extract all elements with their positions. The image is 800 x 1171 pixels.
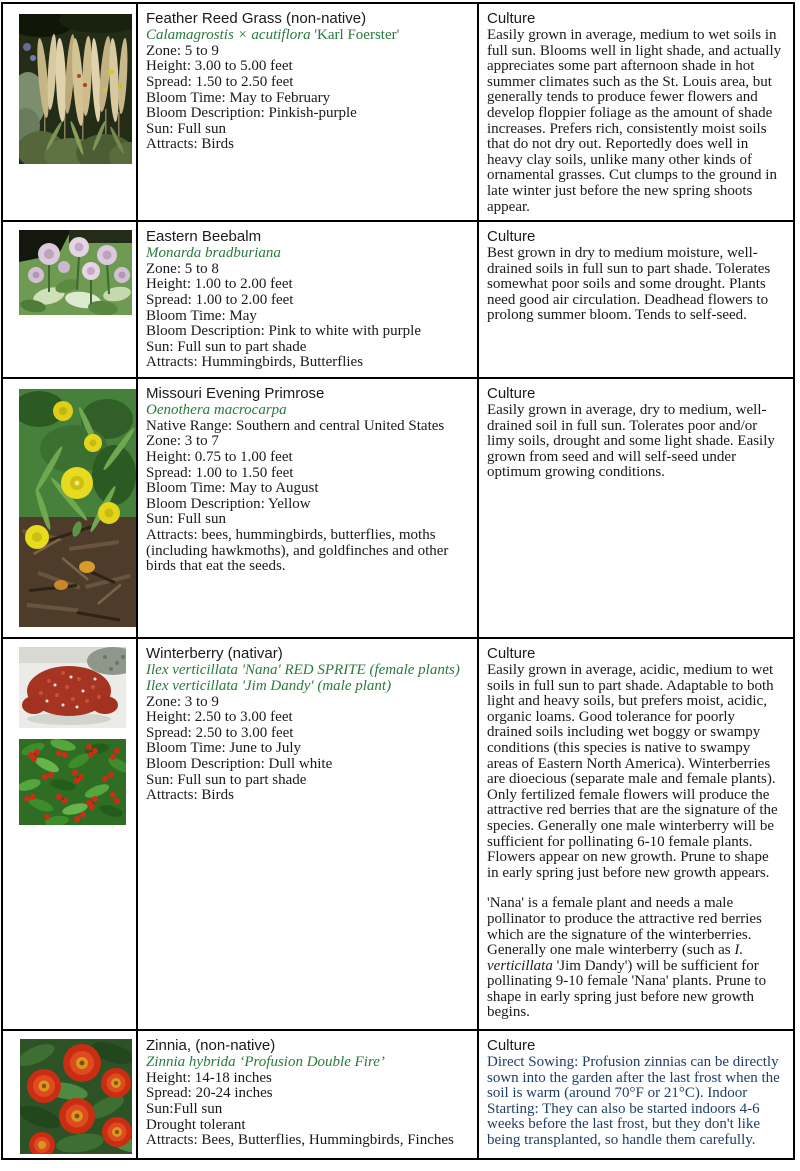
scientific-name: Calamagrostis × acutiflora 'Karl Foerster' bbox=[146, 27, 400, 43]
culture-heading: Culture bbox=[487, 385, 536, 402]
detail-list bbox=[146, 419, 465, 575]
detail-line: Bloom Time: May bbox=[146, 307, 257, 324]
culture-heading: Culture bbox=[487, 228, 536, 245]
culture-cell bbox=[479, 639, 793, 1029]
detail-line: Spread: 1.50 to 2.50 feet bbox=[146, 73, 294, 90]
winterberry-snow-photo bbox=[19, 647, 136, 728]
culture-paragraph: Easily grown in average, medium to wet soils in full sun. Blooms well in light shade, and actually appreciates some part afternoon shade in hot summer climates such as the St. Louis area, but generally tends to produce fewer flowers and develop floppier foliage as the amount of shade increases. Prefers rich, consistently moist soils that do not dry out. Reportedly does well in heavy clay soils, unlike many other kinds of ornamental grasses. Cut clumps to the ground in late winter just before the new spring shoots appear. bbox=[487, 27, 782, 215]
detail-list bbox=[146, 262, 465, 371]
plant-name: Zinnia, (non-native) bbox=[146, 1037, 276, 1054]
culture-cell bbox=[479, 222, 793, 377]
detail-line: Sun: Full sun bbox=[146, 511, 227, 528]
detail-line: Bloom Description: Dull white bbox=[146, 755, 333, 772]
photo-cell bbox=[3, 639, 138, 1029]
plant-table bbox=[1, 2, 795, 1160]
detail-line: Spread: 2.50 to 3.00 feet bbox=[146, 724, 294, 741]
culture-cell bbox=[479, 1031, 793, 1158]
detail-line: Height: 1.00 to 2.00 feet bbox=[146, 276, 293, 293]
detail-line: Height: 0.75 to 1.00 feet bbox=[146, 448, 293, 465]
detail-line: Attracts: Hummingbirds, Butterflies bbox=[146, 354, 364, 371]
plant-name: Winterberry (nativar) bbox=[146, 645, 283, 662]
detail-line: Zone: 5 to 8 bbox=[146, 260, 219, 277]
culture-heading: Culture bbox=[487, 1037, 536, 1054]
plant-name: Feather Reed Grass (non-native) bbox=[146, 10, 367, 27]
detail-line: Sun:Full sun bbox=[146, 1100, 223, 1117]
scientific-name-list bbox=[146, 246, 465, 262]
detail-line: Bloom Time: June to July bbox=[146, 740, 302, 757]
scientific-name: Ilex verticillata 'Jim Dandy' (male plant) bbox=[146, 677, 392, 694]
detail-line: Attracts: Bees, Butterflies, Hummingbirds, Finches bbox=[146, 1132, 454, 1149]
detail-line: Native Range: Southern and central United States bbox=[146, 417, 445, 434]
scientific-name: Zinnia hybrida ‘Profusion Double Fire’ bbox=[146, 1054, 385, 1070]
detail-line: Attracts: bees, hummingbirds, butterflies, moths (including hawkmoths), and goldfinches and other birds that eat the seeds. bbox=[146, 526, 449, 575]
detail-line: Spread: 20-24 inches bbox=[146, 1085, 273, 1102]
zinnia-photo bbox=[20, 1039, 136, 1154]
culture-cell bbox=[479, 4, 793, 220]
plant-name: Eastern Beebalm bbox=[146, 228, 262, 245]
detail-list bbox=[146, 44, 465, 153]
detail-line: Sun: Full sun bbox=[146, 120, 227, 137]
culture-paragraph: 'Nana' is a female plant and needs a male pollinator to produce the attractive red berries which are the signature of the winterberries. Generally one male winterberry (such as I. verticillata 'Jim Dandy') will be sufficient for pollinating 9-10 female 'Nana' plants. Prune to shape in early spring just before new growth begins. bbox=[487, 895, 767, 1021]
culture-paragraph: Direct Sowing: Profusion zinnias can be directly sown into the garden after the last frost when the soil is warm (around 70°F or 21°C). Indoor Starting: They can also be started indoors 4-6 weeks before the last frost, but they don't like being transplanted, so handle them carefully. bbox=[487, 1054, 780, 1148]
plant-name: Missouri Evening Primrose bbox=[146, 385, 325, 402]
detail-line: Bloom Time: May to August bbox=[146, 480, 319, 497]
scientific-name-list bbox=[146, 663, 465, 695]
table-row bbox=[3, 379, 793, 639]
culture-cell bbox=[479, 379, 793, 637]
details-cell bbox=[138, 222, 479, 377]
culture-heading: Culture bbox=[487, 10, 536, 27]
detail-line: Height: 2.50 to 3.00 feet bbox=[146, 709, 293, 726]
details-cell bbox=[138, 639, 479, 1029]
scientific-name: Ilex verticillata 'Nana' RED SPRITE (female plants) bbox=[146, 662, 460, 678]
detail-list bbox=[146, 1071, 465, 1149]
detail-line: Bloom Time: May to February bbox=[146, 89, 331, 106]
table-row bbox=[3, 222, 793, 379]
photo-cell bbox=[3, 1031, 138, 1158]
detail-line: Sun: Full sun to part shade bbox=[146, 338, 307, 355]
detail-line: Bloom Description: Pinkish-purple bbox=[146, 105, 357, 122]
detail-line: Bloom Description: Pink to white with purple bbox=[146, 323, 421, 340]
culture-paragraph: Easily grown in average, acidic, medium to wet soils in full sun to part shade. Adaptable to both light and heavy soils, but prefers moist, acidic, organic loams. Good tolerance for poorly drained soils including wet boggy or swampy conditions (this species is native to swampy areas of Eastern North America). Winterberries are dioecious (separate male and female plants). Only fertilized female flowers will produce the attractive red berries that are the signature of the species. Generally one male winterberry will be sufficient for pollinating 6-10 female plants. Flowers appear on new growth. Prune to shape in early spring just before new growth appears. bbox=[487, 662, 778, 881]
scientific-name-list bbox=[146, 403, 465, 419]
detail-line: Zone: 5 to 9 bbox=[146, 42, 219, 59]
details-cell bbox=[138, 4, 479, 220]
detail-line: Sun: Full sun to part shade bbox=[146, 771, 307, 788]
photo-cell bbox=[3, 222, 138, 377]
culture-paragraph: Best grown in dry to medium moisture, well-drained soils in full sun to part shade. Tolerates somewhat poor soils and some drought. Plants need good air circulation. Deadhead flowers to prolong summer bloom. Tends to self-seed. bbox=[487, 245, 771, 324]
feather-reed-grass-photo bbox=[19, 14, 136, 164]
scientific-name: Oenothera macrocarpa bbox=[146, 402, 287, 418]
detail-line: Height: 3.00 to 5.00 feet bbox=[146, 58, 293, 75]
detail-line: Zone: 3 to 9 bbox=[146, 693, 219, 710]
winterberry-berries-photo bbox=[19, 739, 136, 825]
table-row bbox=[3, 4, 793, 222]
detail-line: Bloom Description: Yellow bbox=[146, 495, 311, 512]
scientific-name-list bbox=[146, 1055, 465, 1071]
detail-line: Drought tolerant bbox=[146, 1116, 246, 1133]
detail-line: Zone: 3 to 7 bbox=[146, 433, 219, 450]
detail-line: Spread: 1.00 to 2.00 feet bbox=[146, 291, 294, 308]
photo-cell bbox=[3, 379, 138, 637]
culture-heading: Culture bbox=[487, 645, 536, 662]
italic-species-abbrev: I. verticillata bbox=[487, 942, 744, 974]
eastern-beebalm-photo bbox=[19, 230, 136, 315]
details-cell bbox=[138, 379, 479, 637]
scientific-name-list bbox=[146, 28, 465, 44]
details-cell bbox=[138, 1031, 479, 1158]
detail-line: Attracts: Birds bbox=[146, 787, 234, 804]
detail-list bbox=[146, 695, 465, 804]
missouri-evening-primrose-photo bbox=[19, 389, 136, 627]
table-row bbox=[3, 1031, 793, 1158]
table-row bbox=[3, 639, 793, 1031]
detail-line: Height: 14-18 inches bbox=[146, 1069, 272, 1086]
detail-line: Attracts: Birds bbox=[146, 136, 234, 153]
detail-line: Spread: 1.00 to 1.50 feet bbox=[146, 464, 294, 481]
photo-cell bbox=[3, 4, 138, 220]
scientific-name: Monarda bradburiana bbox=[146, 245, 281, 261]
culture-paragraph: Easily grown in average, dry to medium, well-drained soil in full sun. Tolerates poor and/or limy soils, drought and some light shade. Easily grown from seed and will self-seed under optimum growing conditions. bbox=[487, 402, 775, 481]
